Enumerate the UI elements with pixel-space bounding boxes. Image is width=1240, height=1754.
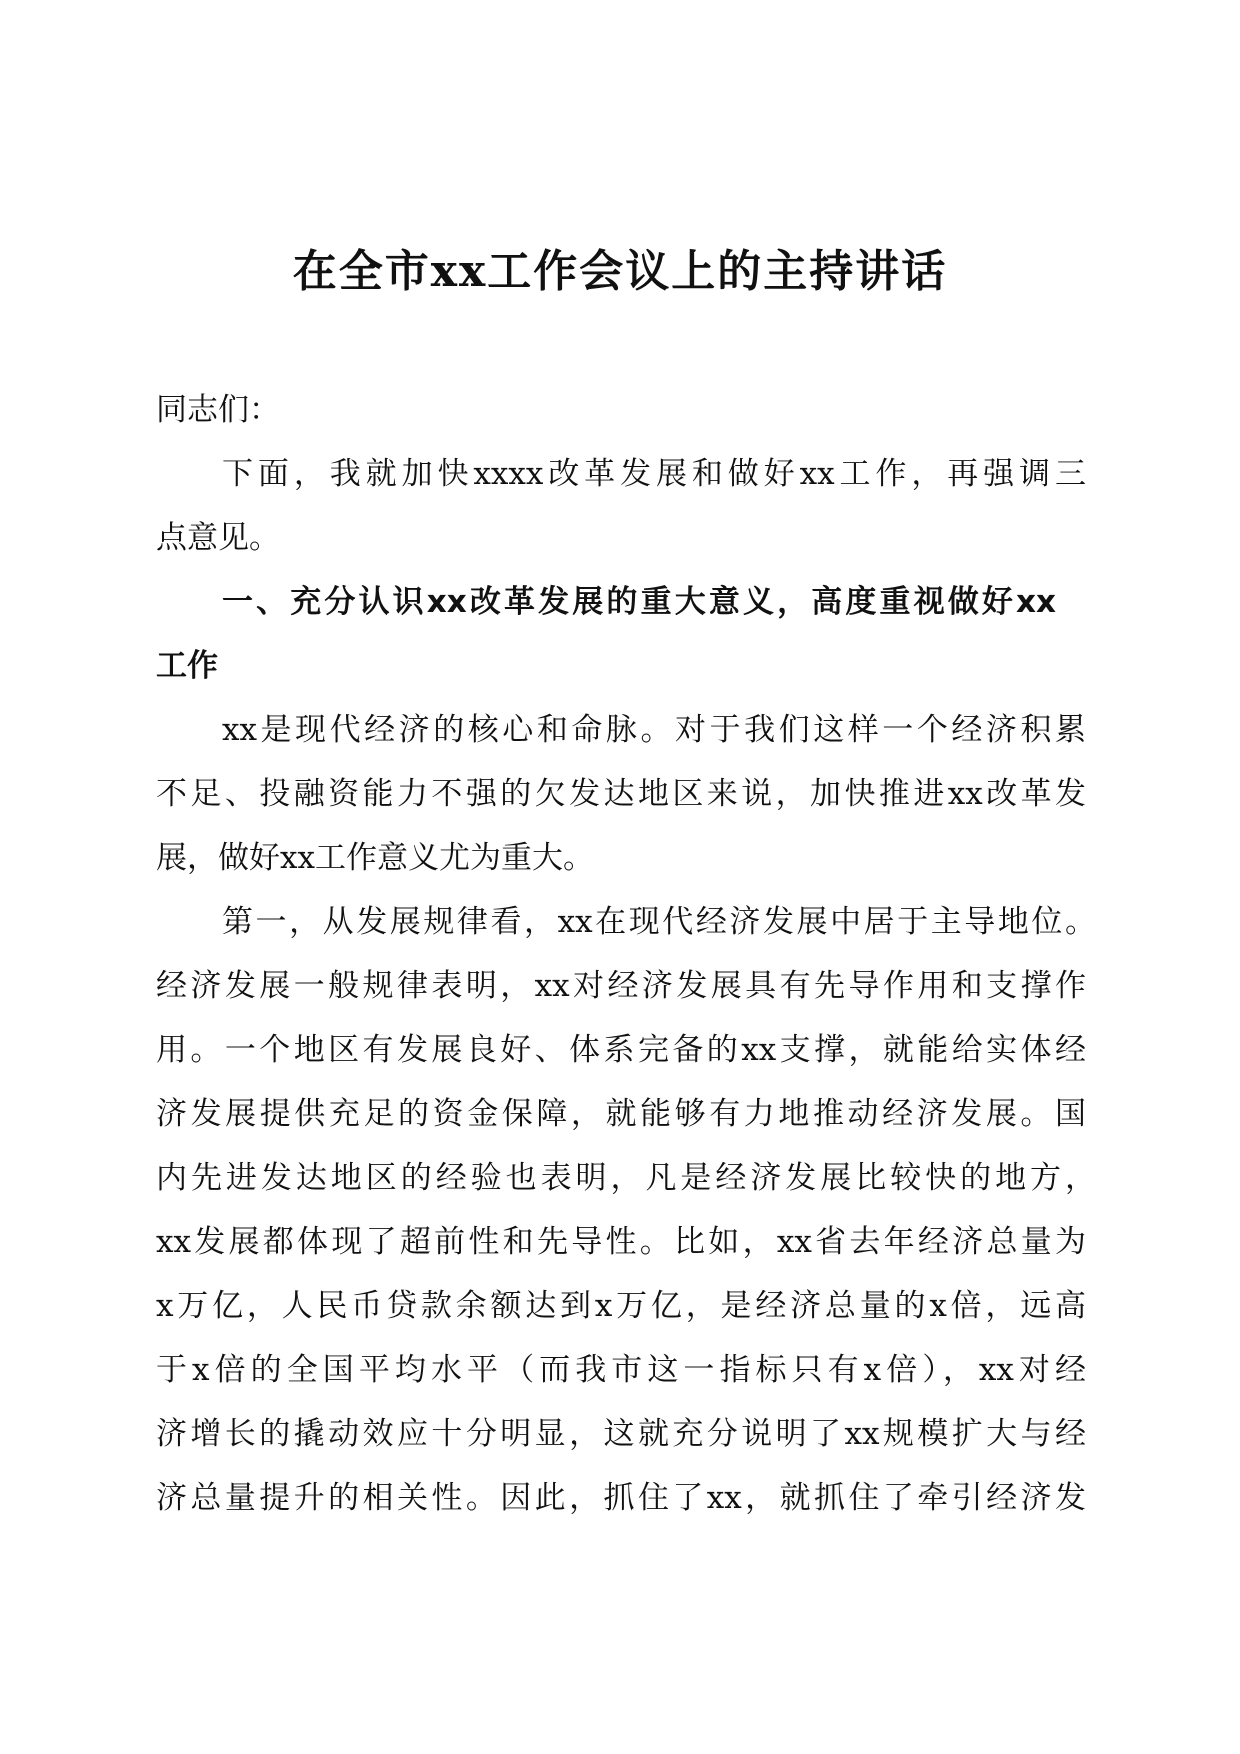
paragraph-line: 内先进发达地区的经验也表明，凡是经济发展比较快的地方， — [156, 1160, 1096, 1196]
paragraph-line: 第一，从发展规律看，xx在现代经济发展中居于主导地位。 — [222, 904, 1096, 940]
paragraph-line: 济增长的撬动效应十分明显，这就充分说明了xx规模扩大与经 — [156, 1416, 1086, 1452]
paragraph-line: xx是现代经济的核心和命脉。对于我们这样一个经济积累 — [222, 712, 1086, 748]
paragraph-line: 济发展提供充足的资金保障，就能够有力地推动经济发展。国 — [156, 1096, 1086, 1132]
section-heading: 一、充分认识xx改革发展的重大意义，高度重视做好xx — [222, 584, 1056, 620]
intro-line: 点意见。 — [156, 520, 280, 556]
section-heading: 工作 — [156, 648, 218, 684]
page-title: 在全市xx工作会议上的主持讲话 — [292, 246, 948, 297]
paragraph-line: 展，做好xx工作意义尤为重大。 — [156, 840, 594, 876]
paragraph-line: 经济发展一般规律表明，xx对经济发展具有先导作用和支撑作 — [156, 968, 1086, 1004]
paragraph-line: 济总量提升的相关性。因此，抓住了xx，就抓住了牵引经济发 — [156, 1480, 1086, 1516]
paragraph-line: x万亿，人民币贷款余额达到x万亿，是经济总量的x倍，远高 — [156, 1288, 1086, 1324]
paragraph-line: 不足、投融资能力不强的欠发达地区来说，加快推进xx改革发 — [156, 776, 1086, 812]
paragraph-line: 于x倍的全国平均水平（而我市这一指标只有x倍），xx对经 — [156, 1352, 1086, 1388]
paragraph-line: xx发展都体现了超前性和先导性。比如，xx省去年经济总量为 — [156, 1224, 1086, 1260]
intro-line: 下面，我就加快xxxx改革发展和做好xx工作，再强调三 — [222, 456, 1086, 492]
salutation: 同志们： — [156, 392, 280, 428]
paragraph-line: 用。一个地区有发展良好、体系完备的xx支撑，就能给实体经 — [156, 1032, 1086, 1068]
